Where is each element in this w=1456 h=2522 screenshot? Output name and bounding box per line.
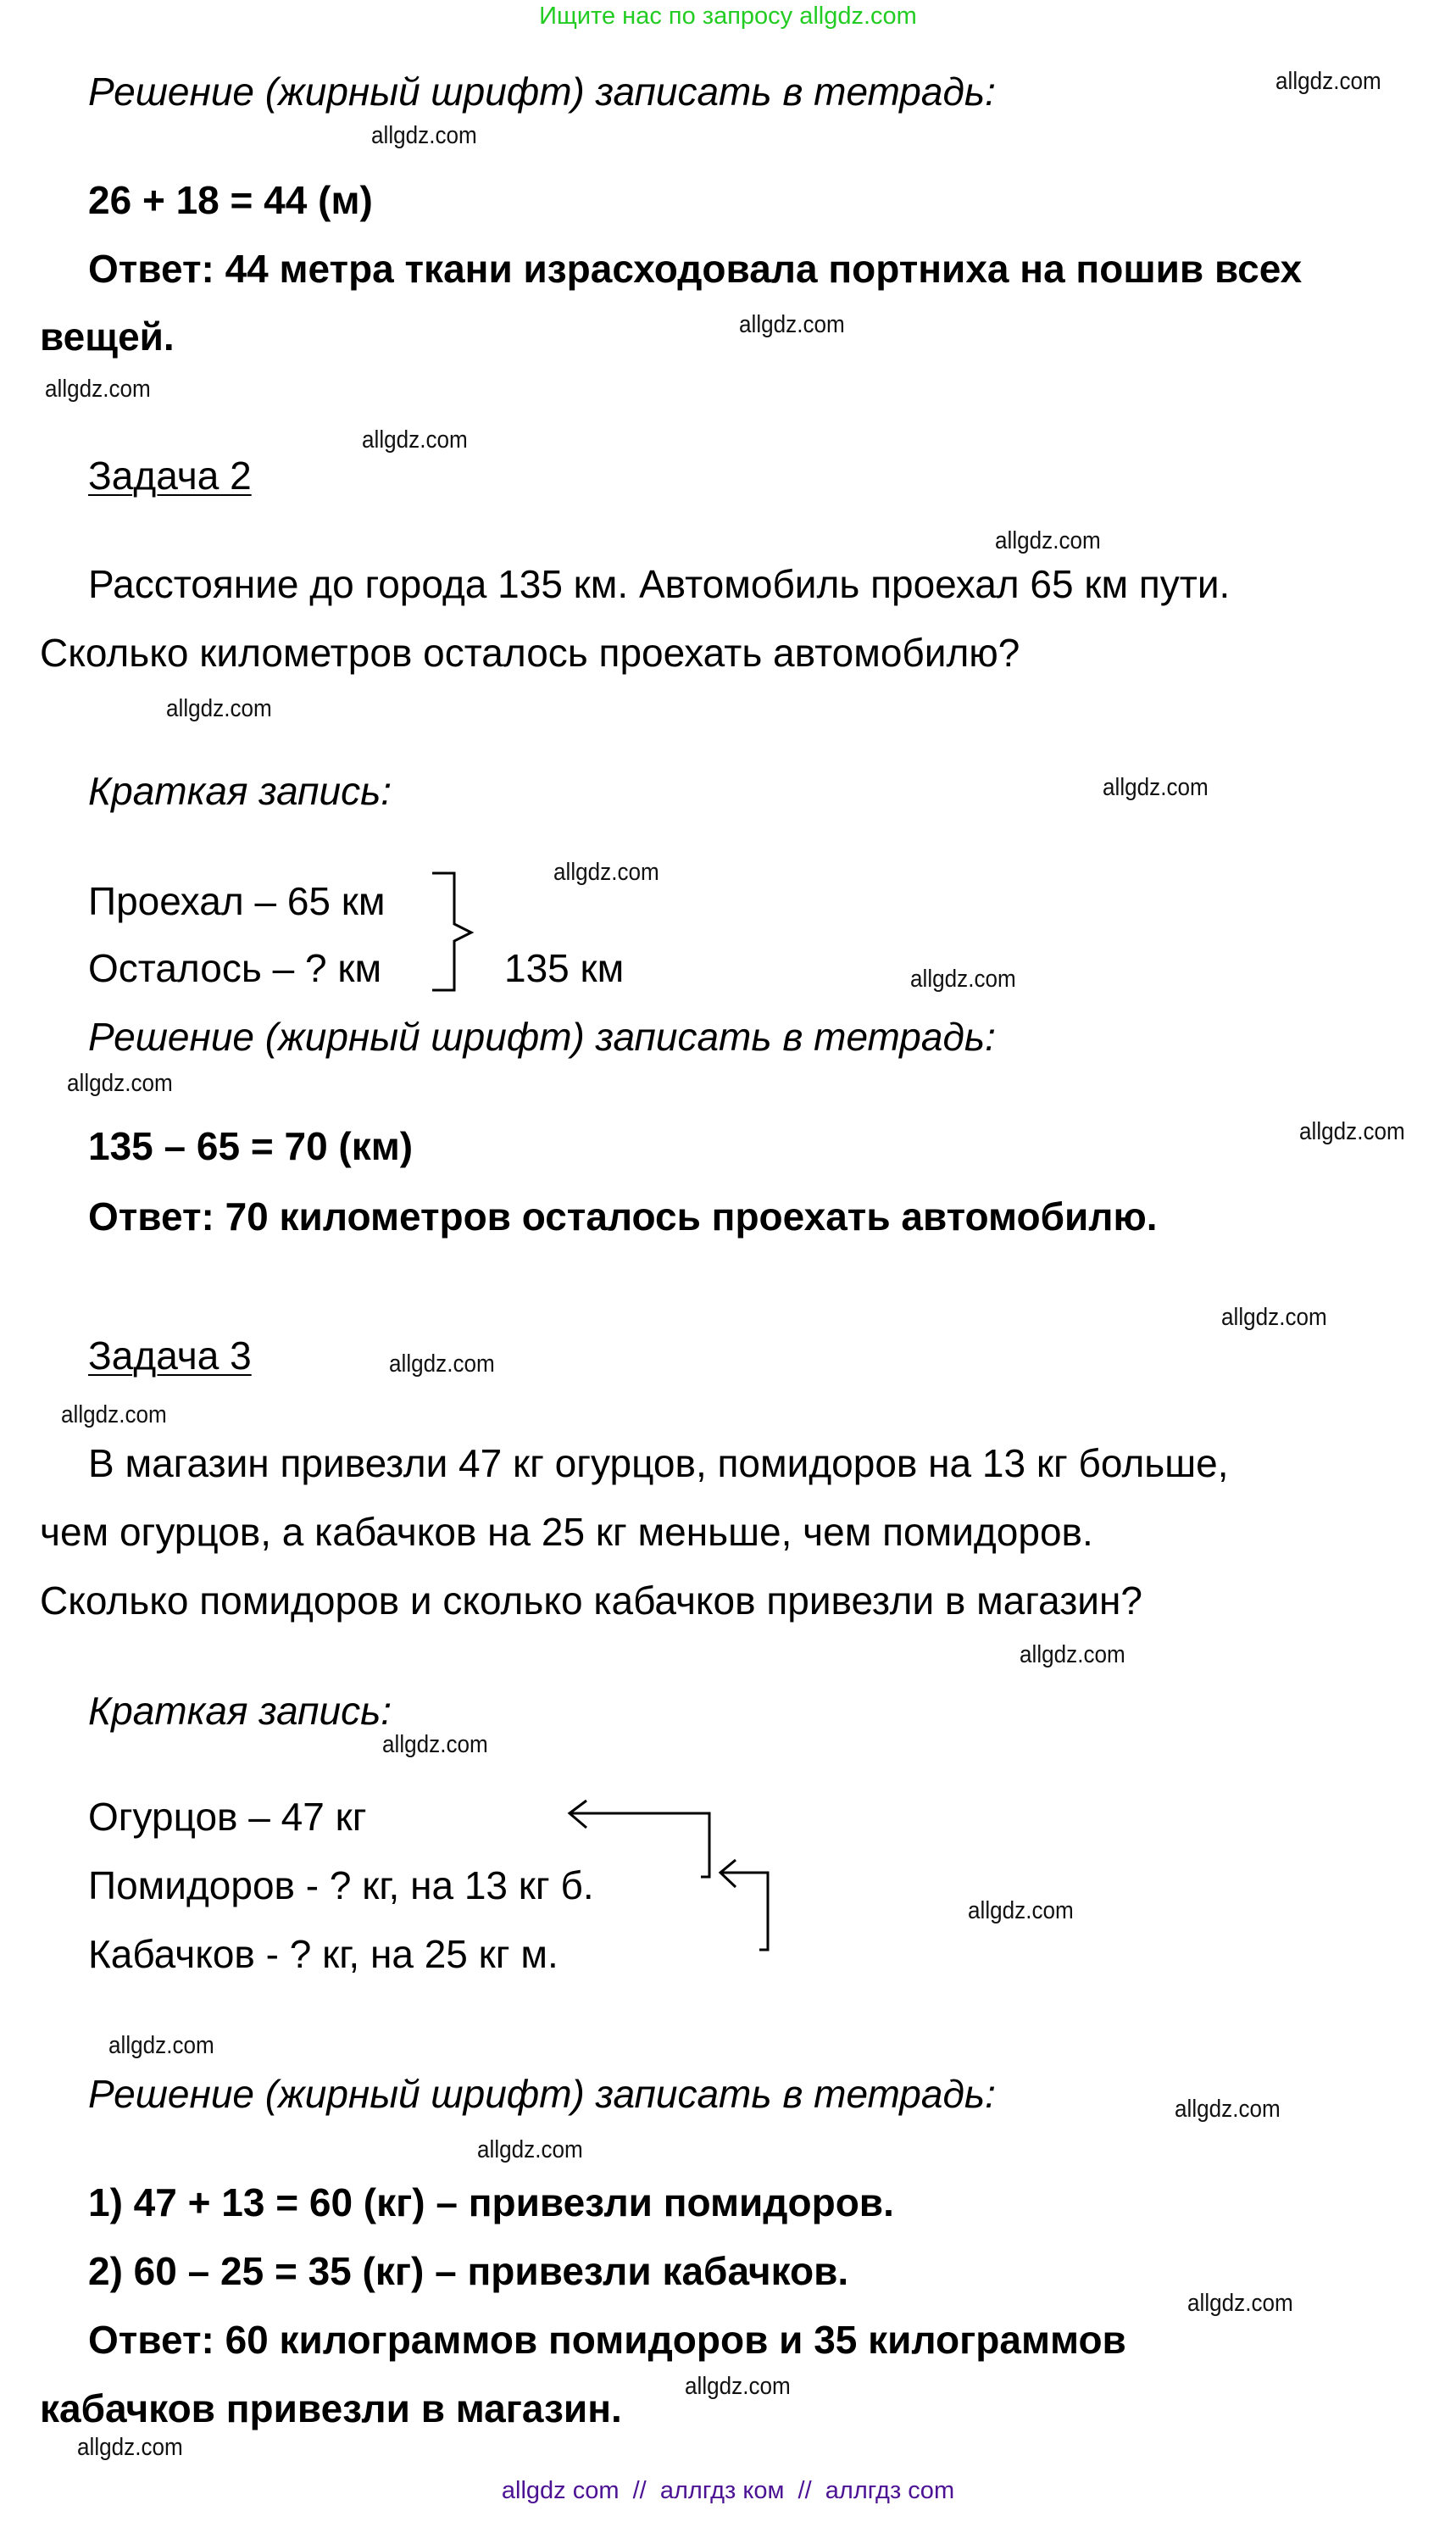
watermark: allgdz.com bbox=[382, 1731, 488, 1758]
arrow-zucchini-to-tomatoes bbox=[720, 1860, 768, 1950]
footer-links[interactable]: allgdz com // аллгдз ком // аллгдз com bbox=[501, 2477, 955, 2504]
short-notation-label: Краткая запись: bbox=[88, 769, 392, 813]
watermark: allgdz.com bbox=[739, 311, 845, 338]
short-notation-label: Краткая запись: bbox=[88, 1689, 392, 1733]
brace-icon bbox=[432, 873, 471, 990]
watermark: allgdz.com bbox=[1221, 1304, 1327, 1331]
watermark: allgdz.com bbox=[108, 2032, 214, 2059]
watermark: allgdz.com bbox=[389, 1350, 495, 1378]
answer-line: Ответ: 60 килограммов помидоров и 35 килограммов bbox=[88, 2318, 1126, 2362]
task-2-title: Задача 2 bbox=[88, 454, 252, 498]
watermark: allgdz.com bbox=[1299, 1118, 1405, 1145]
solution-label: Решение (жирный шрифт) записать в тетрадь: bbox=[88, 2072, 996, 2116]
watermark: allgdz.com bbox=[371, 122, 477, 149]
task-text: Сколько километров осталось проехать автомобилю? bbox=[40, 631, 1020, 675]
notation-row: Кабачков - ? кг, на 25 кг м. bbox=[88, 1932, 559, 1976]
task-text: Сколько помидоров и сколько кабачков привезли в магазин? bbox=[40, 1578, 1142, 1623]
watermark: allgdz.com bbox=[968, 1897, 1074, 1924]
task-text: В магазин привезли 47 кг огурцов, помидоров на 13 кг больше, bbox=[88, 1441, 1229, 1485]
task-3-title: Задача 3 bbox=[88, 1333, 252, 1378]
notation-row: Огурцов – 47 кг bbox=[88, 1795, 367, 1839]
solution-step: 1) 47 + 13 = 60 (кг) – привезли помидоров. bbox=[88, 2180, 894, 2224]
watermark: allgdz.com bbox=[166, 695, 272, 722]
task-text: Расстояние до города 135 км. Автомобиль проехал 65 км пути. bbox=[88, 562, 1231, 606]
answer-line: кабачков привезли в магазин. bbox=[40, 2386, 622, 2430]
watermark: allgdz.com bbox=[77, 2434, 183, 2461]
task-text: чем огурцов, а кабачков на 25 кг меньше, чем помидоров. bbox=[40, 1510, 1093, 1554]
watermark: allgdz.com bbox=[1187, 2290, 1293, 2317]
watermark: allgdz.com bbox=[45, 376, 151, 403]
watermark: allgdz.com bbox=[910, 966, 1016, 993]
watermark: allgdz.com bbox=[61, 1401, 167, 1428]
watermark: allgdz.com bbox=[1020, 1641, 1125, 1668]
arrow-tomatoes-to-cucumbers bbox=[570, 1801, 709, 1877]
search-hint-banner[interactable]: Ищите нас по запросу allgdz.com bbox=[539, 3, 917, 30]
notation-row: Проехал – 65 км bbox=[88, 879, 386, 923]
watermark: allgdz.com bbox=[995, 527, 1101, 554]
watermark: allgdz.com bbox=[67, 1070, 173, 1097]
answer-line: вещей. bbox=[40, 315, 175, 359]
watermark: allgdz.com bbox=[685, 2373, 791, 2400]
solution-label: Решение (жирный шрифт) записать в тетрадь: bbox=[88, 70, 996, 114]
equation: 135 – 65 = 70 (км) bbox=[88, 1124, 414, 1168]
watermark: allgdz.com bbox=[1103, 774, 1209, 801]
answer-line: Ответ: 44 метра ткани израсходовала портниха на пошив всех bbox=[88, 247, 1303, 291]
watermark: allgdz.com bbox=[1275, 68, 1381, 95]
watermark: allgdz.com bbox=[477, 2136, 583, 2163]
notation-row: Осталось – ? км bbox=[88, 946, 382, 990]
notation-row: Помидоров - ? кг, на 13 кг б. bbox=[88, 1863, 594, 1907]
solution-step: 2) 60 – 25 = 35 (кг) – привезли кабачков. bbox=[88, 2249, 849, 2293]
watermark: allgdz.com bbox=[1175, 2096, 1281, 2123]
watermark: allgdz.com bbox=[362, 426, 468, 454]
solution-label: Решение (жирный шрифт) записать в тетрадь: bbox=[88, 1015, 996, 1059]
answer-line: Ответ: 70 километров осталось проехать автомобилю. bbox=[88, 1194, 1158, 1239]
watermark: allgdz.com bbox=[553, 859, 659, 886]
notation-total: 135 км bbox=[504, 946, 625, 990]
equation: 26 + 18 = 44 (м) bbox=[88, 178, 373, 222]
